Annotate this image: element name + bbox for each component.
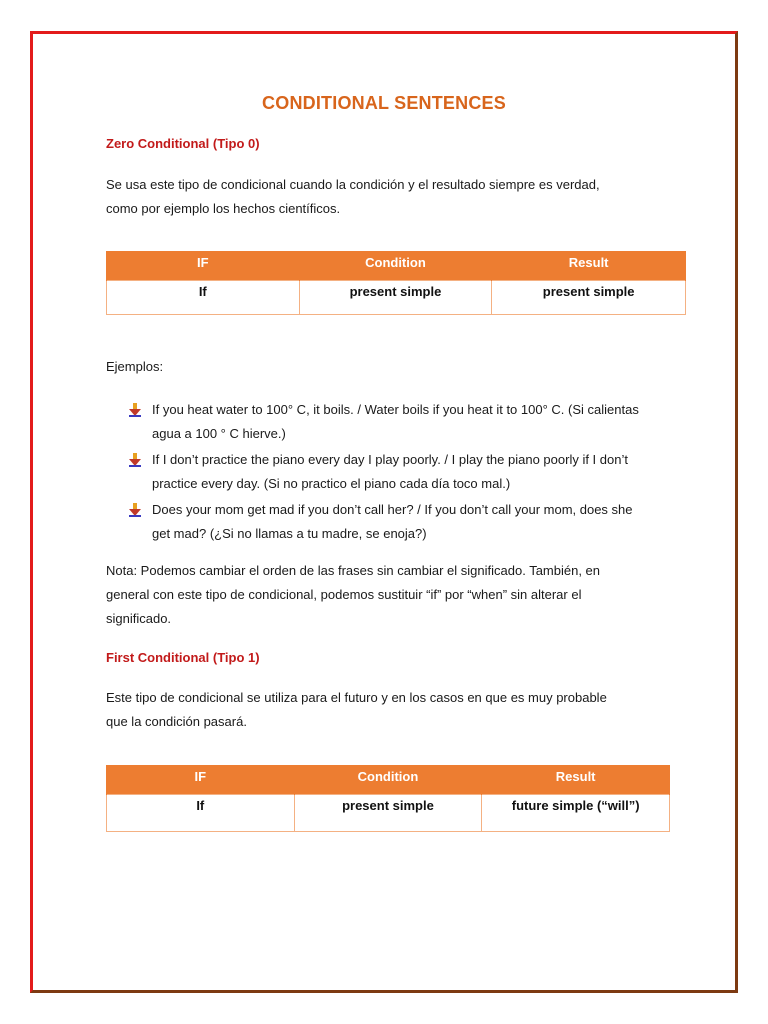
examples-list — [128, 398, 668, 548]
note-paragraph — [106, 559, 600, 631]
zero-conditional-table — [106, 251, 686, 315]
note-line: general con este tipo de condicional, podemos sustituir “if” por “when” sin alterar el — [106, 587, 582, 602]
zero-conditional-heading: Zero Conditional (Tipo 0) — [106, 136, 260, 151]
table-cell: If — [107, 280, 300, 314]
example-line: agua a 100 ° C hierve.) — [152, 426, 286, 441]
arrow-down-bullet-icon — [128, 503, 142, 517]
first-conditional-table — [106, 765, 670, 832]
example-line: If I don’t practice the piano every day I play poorly. / I play the piano poorly if I don’t — [152, 452, 628, 467]
table-header-cell: Condition — [299, 251, 492, 280]
example-line: If you heat water to 100° C, it boils. / Water boils if you heat it to 100° C. (Si calientas — [152, 402, 639, 417]
table-cell: present simple — [299, 280, 492, 314]
first-intro — [106, 686, 607, 734]
list-item — [128, 498, 668, 546]
table-cell: present simple — [294, 794, 482, 831]
example-line: practice every day. (Si no practico el piano cada día toco mal.) — [152, 476, 511, 491]
list-item — [128, 448, 668, 496]
example-line: Does your mom get mad if you don’t call her? / If you don’t call your mom, does she — [152, 502, 633, 517]
table-cell: If — [107, 794, 295, 831]
first-intro-line: que la condición pasará. — [106, 714, 247, 729]
table-cell: present simple — [492, 280, 686, 314]
arrow-down-bullet-icon — [128, 403, 142, 417]
first-conditional-heading: First Conditional (Tipo 1) — [106, 650, 260, 665]
table-cell: future simple (“will”) — [482, 794, 670, 831]
first-intro-line: Este tipo de condicional se utiliza para el futuro y en los casos en que es muy probable — [106, 690, 607, 705]
table-row — [107, 280, 686, 314]
example-line: get mad? (¿Si no llamas a tu madre, se enoja?) — [152, 526, 427, 541]
note-line: Nota: Podemos cambiar el orden de las frases sin cambiar el significado. También, en — [106, 563, 601, 578]
zero-intro — [106, 173, 600, 221]
page-title: CONDITIONAL SENTENCES — [262, 93, 506, 113]
examples-label: Ejemplos: — [106, 359, 164, 374]
note-line: significado. — [106, 611, 172, 626]
table-header-cell: Result — [482, 765, 670, 794]
zero-intro-line: Se usa este tipo de condicional cuando la condición y el resultado siempre es verdad, — [106, 177, 600, 192]
zero-intro-line: como por ejemplo los hechos científicos. — [106, 201, 341, 216]
table-header-cell: Result — [492, 251, 686, 280]
arrow-down-bullet-icon — [128, 453, 142, 467]
table-header-cell: IF — [107, 765, 295, 794]
table-header-cell: Condition — [294, 765, 482, 794]
table-header-row — [107, 251, 686, 280]
table-header-row — [107, 765, 670, 794]
table-header-cell: IF — [107, 251, 300, 280]
list-item — [128, 398, 668, 446]
table-row — [107, 794, 670, 831]
